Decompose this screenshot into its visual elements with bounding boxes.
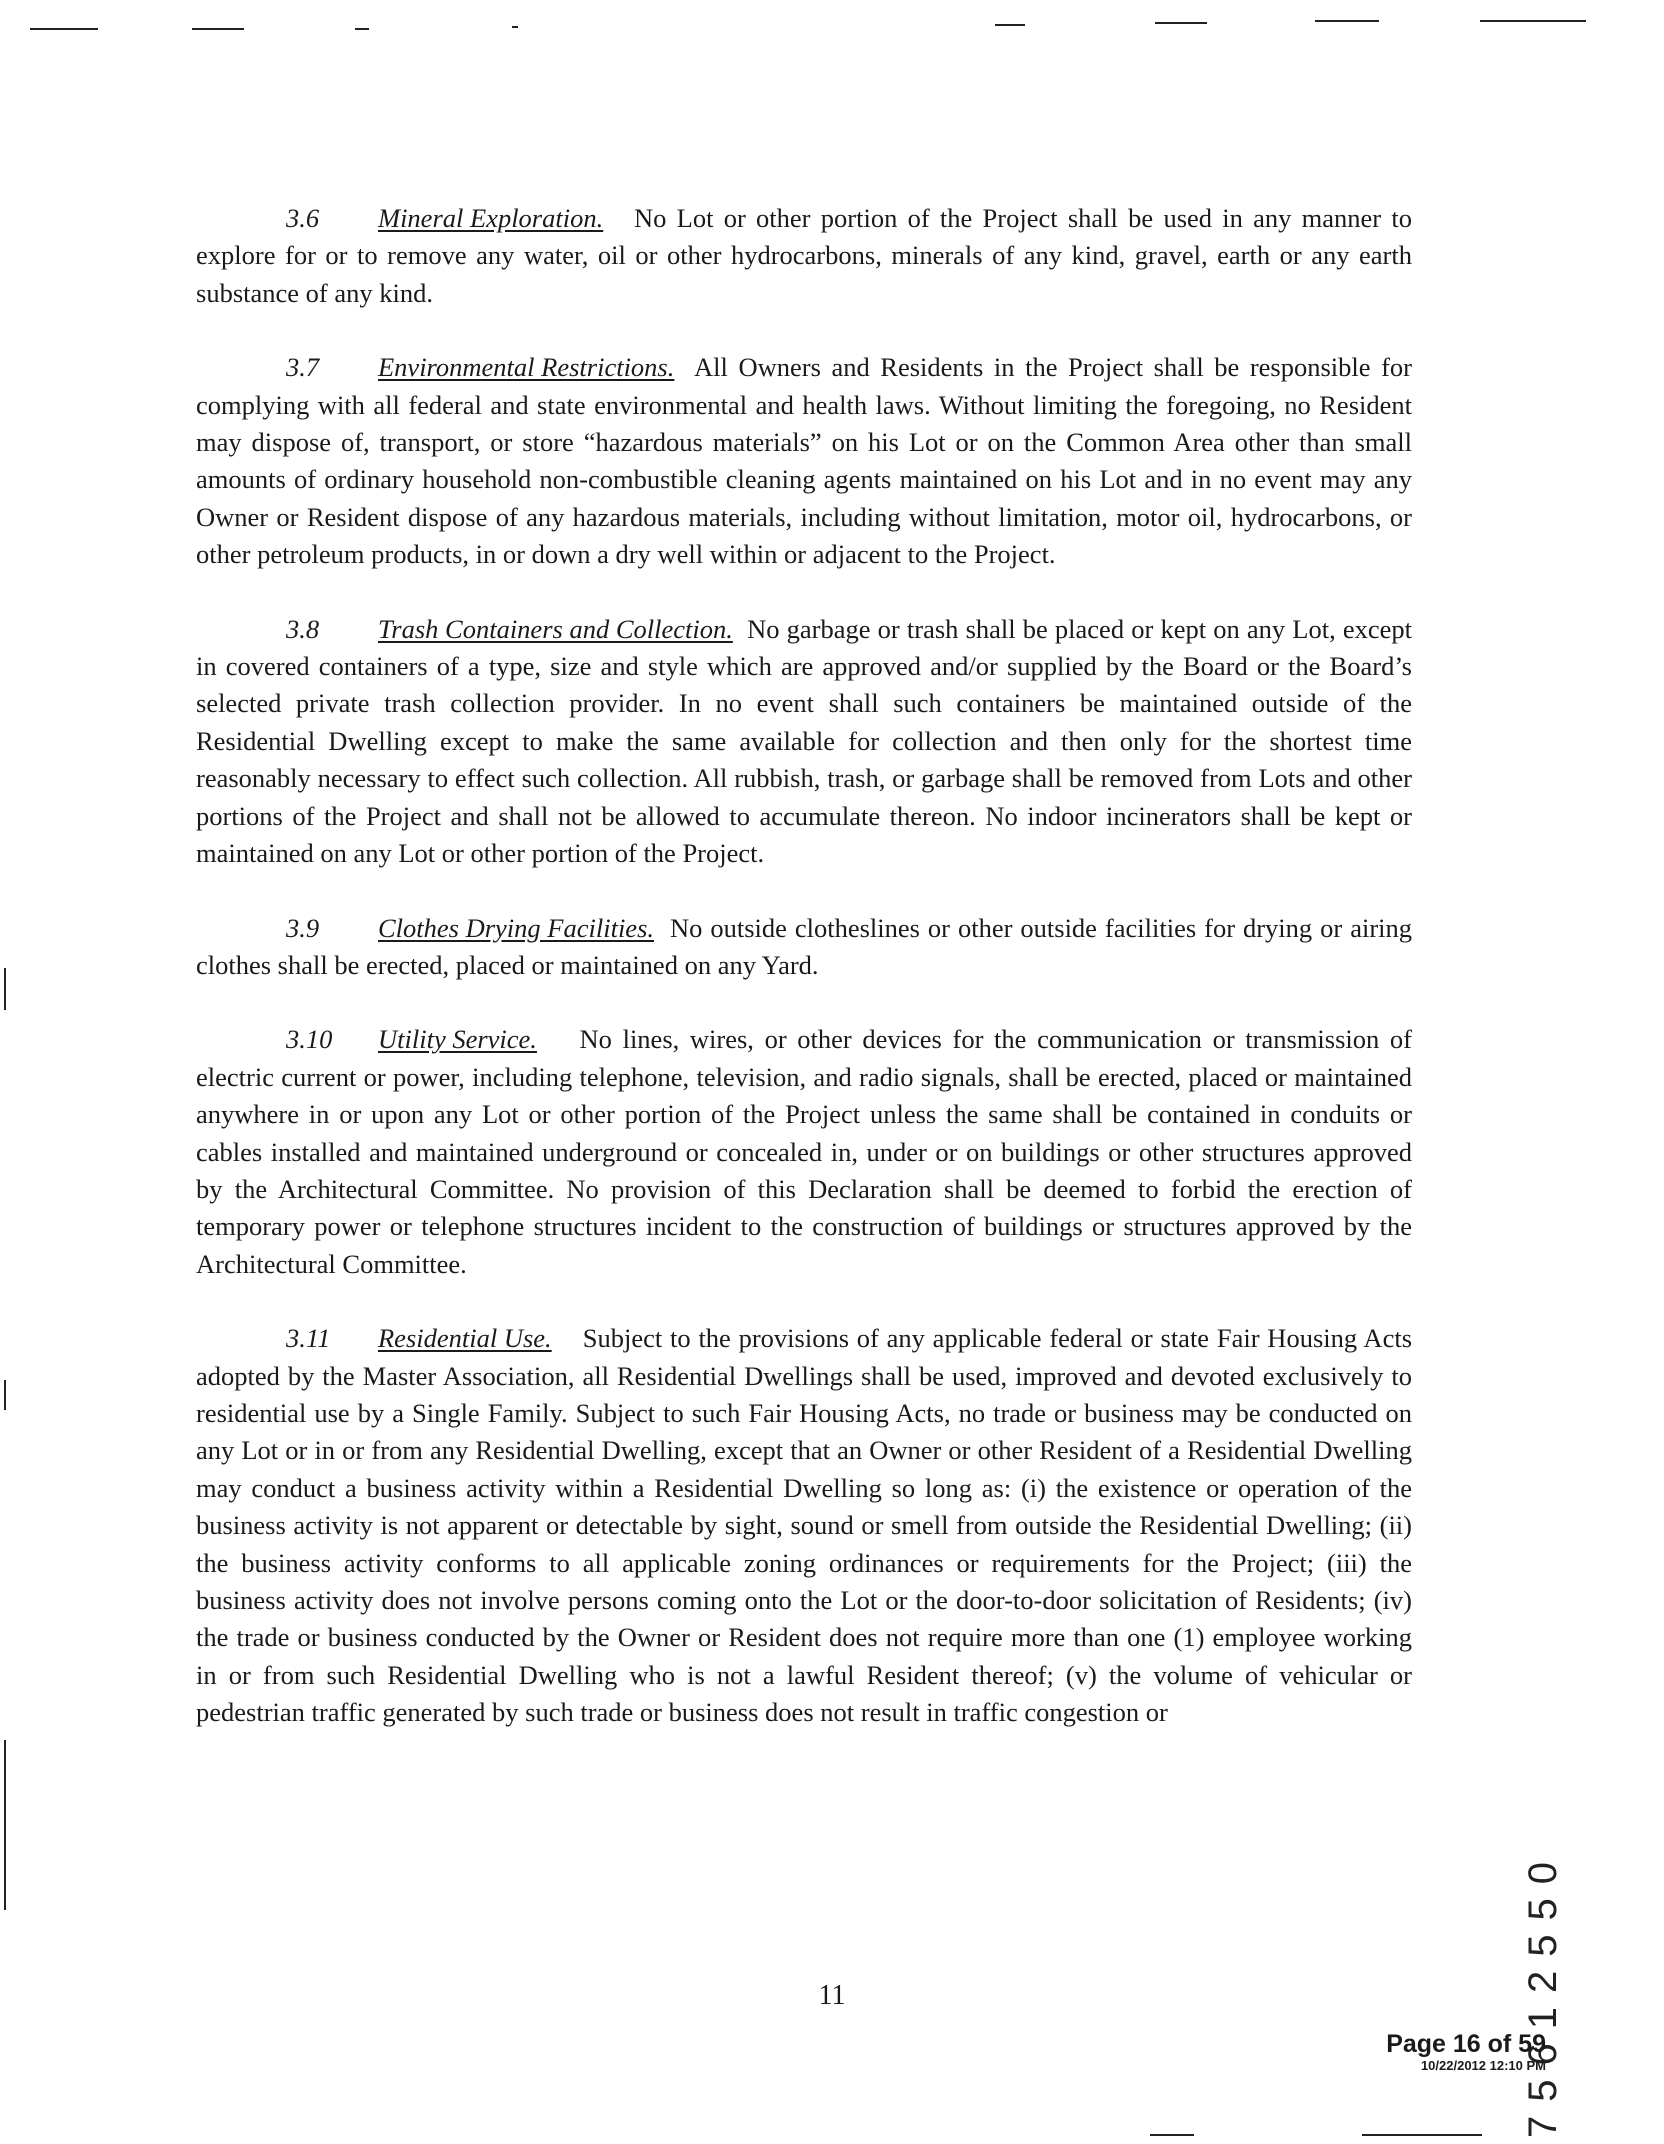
section-3-7 <box>196 349 1412 573</box>
section-number: 3.10 <box>286 1024 333 1055</box>
page-stamp <box>1386 2030 1546 2073</box>
scan-mark <box>1150 2134 1194 2136</box>
scan-mark <box>355 28 369 30</box>
section-number: 3.11 <box>286 1323 331 1354</box>
section-heading <box>286 200 603 237</box>
section-heading <box>286 1021 537 1058</box>
section-title: Utility Service. <box>378 1024 537 1055</box>
scan-mark <box>4 1740 6 1910</box>
section-number: 3.8 <box>286 613 320 644</box>
scan-mark <box>1155 22 1207 24</box>
section-heading <box>286 910 654 947</box>
page-number: 11 <box>818 1980 846 2011</box>
section-heading <box>286 349 674 386</box>
section-title: Residential Use. <box>378 1323 552 1354</box>
section-title: Environmental Restrictions. <box>378 352 675 383</box>
section-3-9 <box>196 910 1412 985</box>
section-3-10 <box>196 1021 1412 1283</box>
section-3-6 <box>196 200 1412 312</box>
scan-mark <box>995 24 1025 26</box>
scan-mark <box>1362 2134 1482 2136</box>
section-title: Clothes Drying Facilities. <box>378 912 655 943</box>
section-number: 3.7 <box>286 352 320 383</box>
stamp-datetime: 10/22/2012 12:10 PM <box>1420 2058 1546 2073</box>
section-title: Trash Containers and Collection. <box>378 613 733 644</box>
recorder-mark-part: 7561 <box>1521 1992 1565 2138</box>
section-3-11 <box>196 1320 1412 1731</box>
section-text: No garbage or trash shall be placed or kept on any Lot, except in covered containers of a type, size and style which are approved and/or supplied by the Board or the Board’s selected private trash collection provider. In no event shall such containers be maintained outside of the Residential Dwelling except to make the same available for collection and then only for the shortest time reasonably necessary to effect such collection. All rubbish, trash, or garbage shall be removed from Lots and other portions of the Project and shall not be allowed to accumulate thereon. No indoor incinerators shall be kept or maintained on any Lot or other portion of the Project. <box>196 613 1412 869</box>
scan-mark <box>1315 20 1379 22</box>
section-text: All Owners and Residents in the Project shall be responsible for complying with all federal and state environmental and health laws. Without limiting the foregoing, no Resident may dispose of, transport, or store “hazardous materials” on his Lot or on the Common Area other than small amounts of ordinary household non-combustible cleaning agents maintained on his Lot and in no event may any Owner or Resident dispose of any hazardous materials, including without limitation, motor oil, hydrocarbons, or other petroleum products, in or down a dry well within or adjacent to the Project. <box>196 352 1412 570</box>
scan-mark <box>30 28 98 30</box>
scan-mark <box>1480 20 1586 22</box>
section-number: 3.6 <box>286 203 320 233</box>
section-title: Mineral Exploration. <box>378 203 604 233</box>
section-number: 3.9 <box>286 912 320 943</box>
section-3-8 <box>196 611 1412 873</box>
scan-mark <box>512 26 518 28</box>
section-heading <box>286 611 733 648</box>
section-text: No outside clotheslines or other outside facilities for drying or airing clothes shall be erected, placed or maintained on any Yard. <box>196 912 1413 980</box>
page-of-count: Page 16 of 59 <box>1386 2030 1546 2058</box>
document-body <box>196 200 1412 1769</box>
scan-mark <box>4 1380 6 1410</box>
recorder-mark-part: 2550 <box>1521 1848 1565 1993</box>
section-heading <box>286 1320 552 1357</box>
section-text: Subject to the provisions of any applicable federal or state Fair Housing Acts adopted by the Master Association, all Residential Dwellings shall be used, improved and devoted exclusively to residential use by a Single Family. Subject to such Fair Housing Acts, no trade or business may be conducted on any Lot or in or from any Residential Dwelling, except that an Owner or other Resident of a Residential Dwelling may conduct a business activity within a Residential Dwelling so long as: (i) the existence or operation of the business activity is not apparent or detectable by sight, sound or smell from outside the Residential Dwelling; (ii) the business activity conforms to all applicable zoning ordinances or requirements for the Project; (iii) the business activity does not involve persons coming onto the Lot or the door-to-door solicitation of Residents; (iv) the trade or business conducted by the Owner or Resident does not require more than one (1) employee working in or from such Residential Dwelling who is not a lawful Resident thereof; (v) the volume of vehicular or pedestrian traffic generated by such trade or business does not result in traffic congestion or <box>196 1323 1413 1728</box>
section-text: No lines, wires, or other devices for the communication or transmission of electric current or power, including telephone, television, and radio signals, shall be erected, placed or maintained anywhere in or upon any Lot or other portion of the Project unless the same shall be contained in conduits or cables installed and maintained underground or concealed in, under or on buildings or other structures approved by the Architectural Committee. No provision of this Declaration shall be deemed to forbid the erection of temporary power or telephone structures incident to the construction of buildings or structures approved by the Architectural Committee. <box>196 1024 1413 1279</box>
scan-mark <box>4 968 6 1010</box>
scan-mark <box>192 28 244 30</box>
section-text: No Lot or other portion of the Project shall be used in any manner to explore for or to remove any water, oil or other hydrocarbons, minerals of any kind, gravel, earth or any earth substance of any kind. <box>196 203 1413 308</box>
